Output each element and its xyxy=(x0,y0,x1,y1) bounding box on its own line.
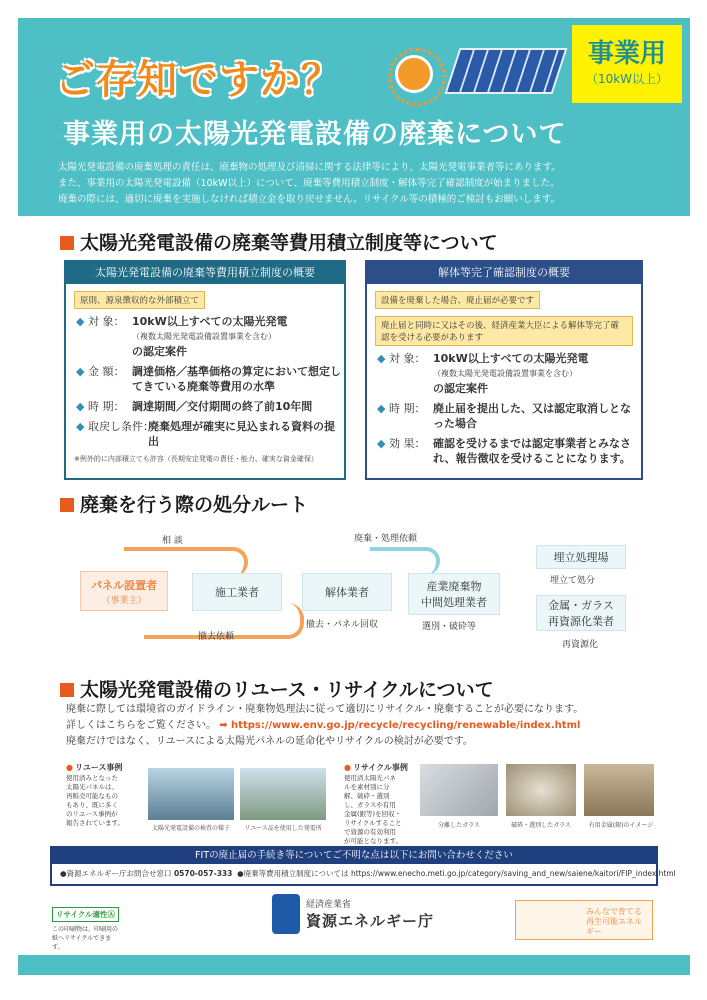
panel-owner-node: パネル設置者 （事業主） xyxy=(80,571,168,611)
agency-logo: 経済産業省 資源エネルギー庁 xyxy=(272,894,434,934)
contractor-node: 施工業者 xyxy=(192,573,282,611)
list-item: ◆ 対 象： 10kW以上すべての太陽光発電 （複数太陽光発電設備設置事業を含む） の認定案件 xyxy=(377,351,641,396)
recycle-mark: リサイクル適性Ⓐ この印刷物は、印刷用の紙へリサイクルできます。 xyxy=(52,907,122,951)
route-label: 撤去・パネル回収 xyxy=(306,620,379,630)
section-heading: 太陽光発電設備のリユース・リサイクルについて xyxy=(60,675,494,702)
reuse-text: 使用済みとなった太陽光パネルは、再販売可能なものもあり、既に多くのリユース事例が報告されています。 xyxy=(66,774,124,827)
recycle-heading: ● リサイクル事例 xyxy=(344,762,408,773)
contact-heading: FITの廃止届の手続き等についてご不明な点は以下にお問い合わせください xyxy=(52,848,656,864)
list-item: ◆ 金 額： 調達価格／基準価格の算定において想定してきている廃棄等費用の水準 xyxy=(76,364,344,394)
disposal-route-diagram xyxy=(66,521,640,656)
page-title: 事業用の太陽光発電設備の廃棄について xyxy=(63,119,567,150)
recycle-photo-3 xyxy=(584,764,654,816)
route-label: 廃棄・処理依頼 xyxy=(354,534,418,544)
reuse-photo-1 xyxy=(148,768,234,820)
photo-caption: 太陽光発電設備の検査の様子 xyxy=(151,825,230,832)
dismantle-system-box xyxy=(365,260,643,480)
sun-icon xyxy=(395,55,433,93)
footer-band xyxy=(18,955,690,975)
recycle-photo-2 xyxy=(506,764,576,816)
industrial-waste-node: 産業廃棄物 中間処理業者 xyxy=(408,573,500,615)
list-item: ◆ 効 果： 確認を受けるまでは認定事業者とみなされ、報告徴収を受けることになります。 xyxy=(377,436,641,466)
fund-link[interactable]: https://www.enecho.meti.go.jp/category/saving_and_new/saiene/kaitori/FIP_index.html xyxy=(350,869,676,878)
intro-line: また、事業用の太陽光発電設備（10kW以上）について、廃棄等費用積立制度・解体等完了確認制度が始まりました。 xyxy=(58,178,560,189)
photo-caption: リユース品を使用した発電所 xyxy=(244,825,322,832)
photo-caption: 有用金属(銀)のイメージ xyxy=(588,822,654,829)
box-title: 太陽光発電設備の廃棄等費用積立制度の概要 xyxy=(66,262,344,284)
text-line: 詳しくはこちらをご覧ください。 ➡ https://www.env.go.jp/recycle/recycling/renewable/index.html xyxy=(66,720,581,731)
badge-title: 事業用 xyxy=(587,39,666,69)
reuse-heading: ● リユース事例 xyxy=(66,762,122,773)
intro-line: 太陽光発電設備の廃棄処理の責任は、廃棄物の処理及び清掃に関する法律等により、太陽光発電事業者等にあります。 xyxy=(58,162,561,173)
text-line: 廃棄だけではなく、リユースによる太陽光パネルの延命化やリサイクルの検討が必要です。 xyxy=(66,736,473,747)
route-label: 選別・破砕等 xyxy=(422,622,477,632)
contact-box xyxy=(50,846,676,886)
intro-line: 廃棄の際には、適切に廃棄を実施しなければ積立金を取り戻せません。リサイクル等の積極的ご検討もお願いします。 xyxy=(58,194,560,205)
reuse-photo-2 xyxy=(240,768,326,820)
route-label: 相 談 xyxy=(162,536,183,546)
list-item: ◆ 時 期： 廃止届を提出した、又は認定取消しとなった場合 xyxy=(377,401,641,431)
category-badge xyxy=(572,25,682,103)
contact-row: ●資源エネルギー庁お問合せ窓口 0570-057-333 ●廃棄等費用積立制度については https://www.enecho.meti.go.jp/category/saving_and_new/saiene/kaitori/FIP_index.html xyxy=(60,869,676,878)
route-label: 埋立て処分 xyxy=(550,576,596,586)
headline: ご存知ですか？ xyxy=(55,57,342,103)
arrow-icon xyxy=(370,547,440,575)
list-item: ◆ 対 象： 10kW以上すべての太陽光発電 （複数太陽光発電設備設置事業を含む） の認定案件 xyxy=(76,314,344,359)
solar-panel-icon xyxy=(445,48,568,94)
phone-number[interactable]: 0570-057-333 xyxy=(173,869,233,878)
photo-caption: 分離したガラス xyxy=(438,822,480,829)
route-label: 撤去依頼 xyxy=(198,632,235,642)
recycle-case-text: 使用済太陽光パネルを素材別に分解、破砕・選別し、ガラスや有用金属(銀等)を回収・リサイクルすることで資源の有効利用が可能となります。 xyxy=(344,774,402,845)
recycle-photo-1 xyxy=(420,764,498,816)
section-heading: 廃棄を行う際の処分ルート xyxy=(60,490,308,517)
recycle-text xyxy=(66,702,656,750)
box-tag: 設備を廃棄した場合、廃止届が必要です xyxy=(375,291,540,309)
photo-caption: 破砕・選別したガラス xyxy=(511,822,571,829)
box-tag: 廃止届と同時に又はその後、経済産業大臣による解体等完了確認を受ける必要があります xyxy=(375,316,633,346)
metal-recycler-node: 金属・ガラス 再資源化業者 xyxy=(536,595,626,631)
text-line: 廃棄に際しては環境省のガイドライン・廃棄物処理法に従って適切にリサイクル・廃棄することが必要になります。 xyxy=(66,704,584,715)
section-heading: 太陽光発電設備の廃棄等費用積立制度等について xyxy=(60,228,498,255)
list-item: ◆ 時 期： 調達期間／交付期間の終了前10年間 xyxy=(76,399,344,414)
renewable-energy-logo: みんなで育てる 再生可能エネルギー xyxy=(515,900,653,940)
demolition-node: 解体業者 xyxy=(302,573,392,611)
box-note: ※例外的に内部積立ても許容（長期安定発電の責任・能力、確実な資金確保） xyxy=(74,455,318,463)
route-label: 再資源化 xyxy=(562,640,599,650)
box-tag: 原則、源泉徴収的な外部積立て xyxy=(74,291,205,309)
intro-text xyxy=(58,160,658,208)
env-link[interactable]: ➡ https://www.env.go.jp/recycle/recycling/renewable/index.html xyxy=(219,720,581,731)
box-title: 解体等完了確認制度の概要 xyxy=(367,262,641,284)
landfill-node: 埋立処理場 xyxy=(536,545,626,569)
agency-logo-icon xyxy=(272,894,300,934)
fund-system-box xyxy=(64,260,346,480)
list-item: ◆ 取戻し条件： 廃棄処理が確実に見込まれる資料の提出 xyxy=(76,419,344,449)
badge-sub: （10kW以上） xyxy=(585,72,669,86)
